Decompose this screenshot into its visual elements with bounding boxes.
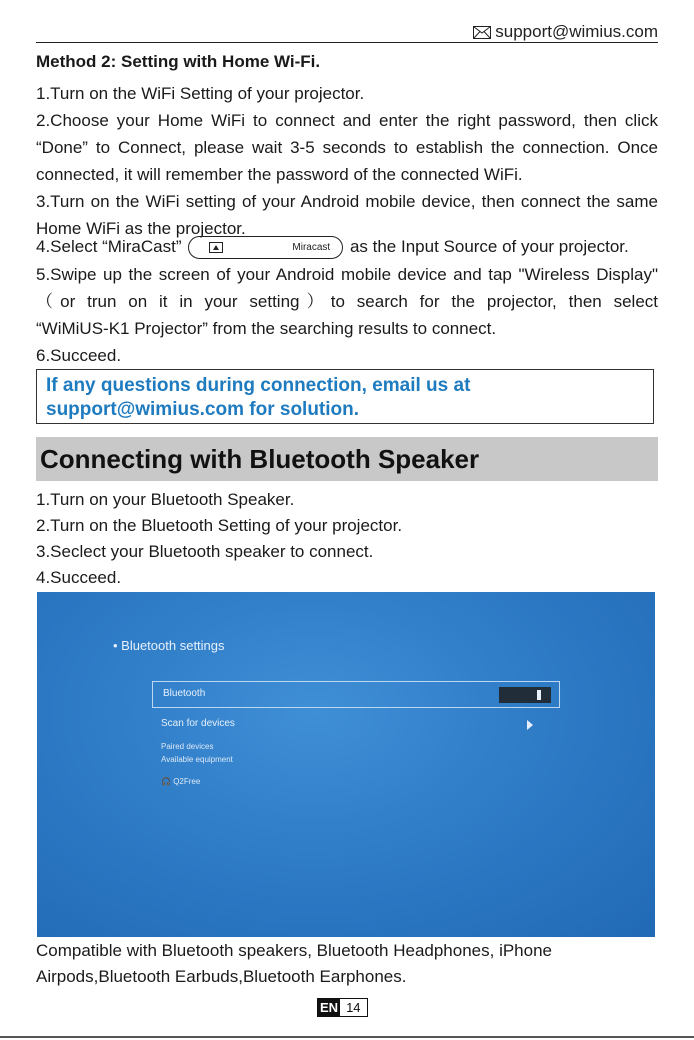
bt-step-1: 1.Turn on your Bluetooth Speaker. (36, 490, 295, 509)
step-3-line-2: Home WiFi as the projector. (36, 219, 246, 238)
bt-step-2: 2.Turn on the Bluetooth Setting of your projector. (36, 516, 403, 535)
compatibility-text (36, 938, 552, 990)
screen-device (161, 777, 200, 786)
bottom-divider (0, 1036, 694, 1038)
bt-step-4: 4.Succeed. (36, 568, 122, 587)
section-header (36, 437, 658, 481)
notice-line-2: support@wimius.com for solution. (46, 399, 360, 420)
method-title: Method 2: Setting with Home Wi-Fi. (36, 52, 321, 71)
bt-step-3: 3.Seclect your Bluetooth speaker to connect. (36, 542, 374, 561)
toggle-switch-icon (499, 687, 551, 703)
step-2-line-1: 2.Choose your Home WiFi to connect and enter the right password, then click (36, 111, 658, 130)
contact-notice (36, 369, 654, 424)
mail-icon (473, 26, 491, 39)
screen-available: Available equipment (161, 755, 233, 764)
headphones-icon: 🎧 (161, 777, 171, 786)
step-3-line-1: 3.Turn on the WiFi setting of your Android mobile device, then connect the same (36, 192, 658, 211)
support-email-text: support@wimius.com (495, 22, 658, 41)
page-lang: EN (320, 1000, 339, 1015)
cast-icon (209, 242, 223, 253)
notice-line-1: If any questions during connection, email us at (46, 375, 471, 396)
screen-title: • Bluetooth settings (113, 638, 225, 653)
miracast-label: Miracast (292, 242, 331, 254)
step-5-line-1: 5.Swipe up the screen of your Android mobile device and tap "Wireless Display" (36, 265, 658, 284)
step-4-after: as the Input Source of your projector. (349, 237, 629, 256)
section-title: Connecting with Bluetooth Speaker (40, 444, 480, 474)
step-4 (36, 233, 658, 260)
screen-bluetooth-label: Bluetooth (163, 688, 206, 699)
compat-line-1: Compatible with Bluetooth speakers, Bluetooth Headphones, iPhone (36, 941, 553, 960)
step-5-line-3: “WiMiUS-K1 Projector” from the searching results to connect. (36, 319, 497, 338)
step-2-line-3: connected, it will remember the password of the connected WiFi. (36, 165, 523, 184)
page-num: 14 (346, 1000, 361, 1015)
page-number (317, 998, 368, 1017)
screen-paired: Paired devices (161, 742, 214, 751)
screen-bluetooth-row (152, 681, 560, 708)
step-4-before: 4.Select “MiraCast” (36, 237, 182, 256)
screen-scan-label: Scan for devices (161, 718, 235, 729)
step-1: 1.Turn on the WiFi Setting of your projector. (36, 84, 365, 103)
page-header (36, 20, 658, 43)
bluetooth-settings-screenshot (37, 592, 655, 937)
step-2-line-2: “Done” to Connect, please wait 3-5 seconds to establish the connection. Once (36, 138, 658, 157)
chevron-right-icon (527, 720, 533, 730)
miracast-pill (188, 236, 343, 259)
screen-device-name: Q2Free (173, 777, 201, 786)
step-5-line-2: （or trun on it in your setting）to search for the projector, then select (36, 292, 658, 311)
support-email (473, 22, 658, 42)
compat-line-2: Airpods,Bluetooth Earbuds,Bluetooth Earphones. (36, 967, 407, 986)
step-6: 6.Succeed. (36, 346, 122, 365)
